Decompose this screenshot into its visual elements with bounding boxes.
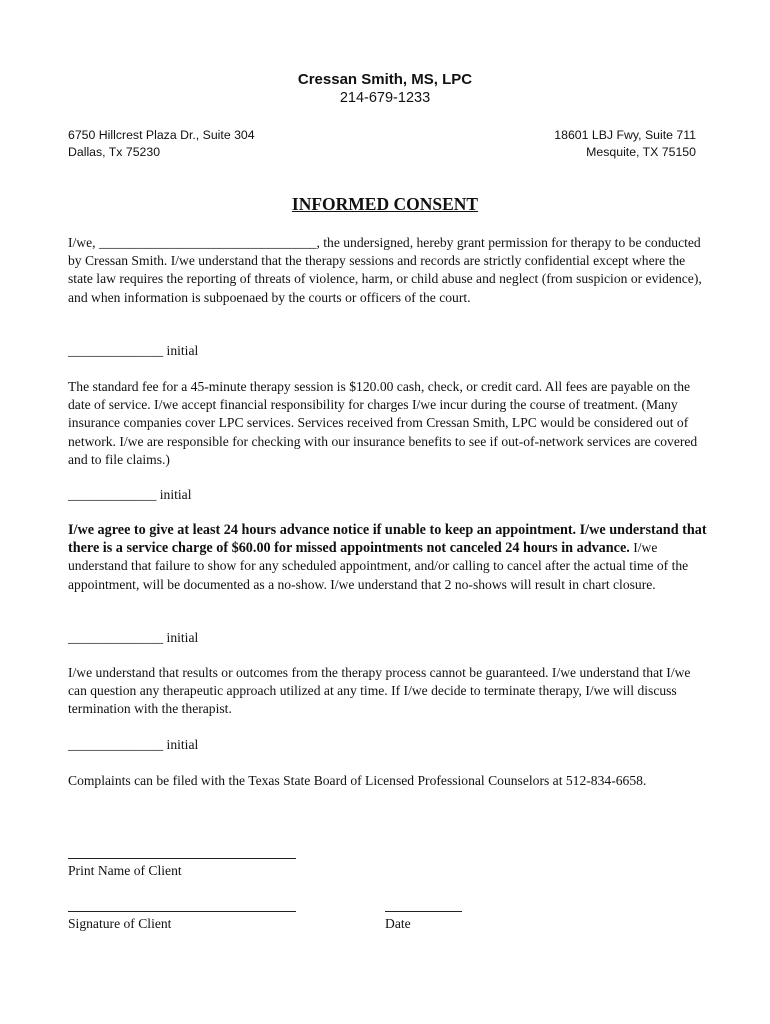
consent-paragraph: I/we, ________________________________, the undersigned, hereby grant permission for therapy to be conducted by Cressan Smith. I/we understand that the therapy sessions and records are strictly confidential except where the state law requires the reporting of threats of violence, harm, or child abuse and neglect (from suspicion or evidence), and when information is subpoenaed by the courts or officers of the court.	[68, 235, 702, 305]
office-address-dallas	[68, 127, 255, 160]
outcomes-paragraph: I/we understand that results or outcomes from the therapy process cannot be guaranteed. I/we understand that I/we can question any therapeutic approach utilized at any time. If I/we decide to terminate therapy, I/we will discuss termination with the therapist.	[68, 665, 691, 717]
initial-line: _____________ initial	[68, 487, 192, 502]
cancellation-paragraph	[68, 521, 708, 594]
signature-label: Signature of Client	[68, 916, 172, 931]
address-line: Mesquite, TX 75150	[586, 144, 696, 159]
print-name-label: Print Name of Client	[68, 863, 182, 878]
initial-line: ______________ initial	[68, 630, 199, 645]
print-name-line[interactable]	[68, 858, 296, 859]
practitioner-phone: 214-679-1233	[339, 90, 431, 106]
address-line: 6750 Hillcrest Plaza Dr., Suite 304	[68, 128, 255, 142]
practitioner-name: Cressan Smith, MS, LPC	[297, 71, 473, 88]
initial-line: ______________ initial	[68, 343, 199, 358]
initial-line: ______________ initial	[68, 737, 199, 752]
complaints-paragraph: Complaints can be filed with the Texas State Board of Licensed Professional Counselors at 512-834-6658.	[68, 773, 647, 788]
cancellation-text: I/we understand that failure to show for any scheduled appointment, and/or calling to cancel after the actual time of the appointment, will be documented as a no-show. I/we understand that 2 no-shows will result in chart closure.	[68, 540, 689, 592]
date-line[interactable]	[385, 911, 462, 912]
date-label: Date	[385, 916, 411, 931]
address-line: 18601 LBJ Fwy, Suite 711	[554, 128, 696, 142]
document-title: INFORMED CONSENT	[291, 194, 479, 214]
signature-line[interactable]	[68, 911, 296, 912]
address-line: Dallas, Tx 75230	[68, 144, 161, 159]
cancellation-bold-text: I/we agree to give at least 24 hours advance notice if unable to keep an appointment. I/we understand that there is a service charge of $60.00 for missed appointments not canceled 24 hours in advance.	[68, 522, 707, 557]
office-address-mesquite	[554, 127, 696, 160]
fees-paragraph: The standard fee for a 45-minute therapy session is $120.00 cash, check, or credit card. All fees are payable on the date of service. I/we accept financial responsibility for charges I/we incur during the course of treatment. (Many insurance companies cover LPC services. Services received from Cressan Smith, LPC would be considered out of network. I/we are responsible for checking with our insurance benefits to see if out-of-network services are covered and to file claims.)	[68, 379, 698, 467]
